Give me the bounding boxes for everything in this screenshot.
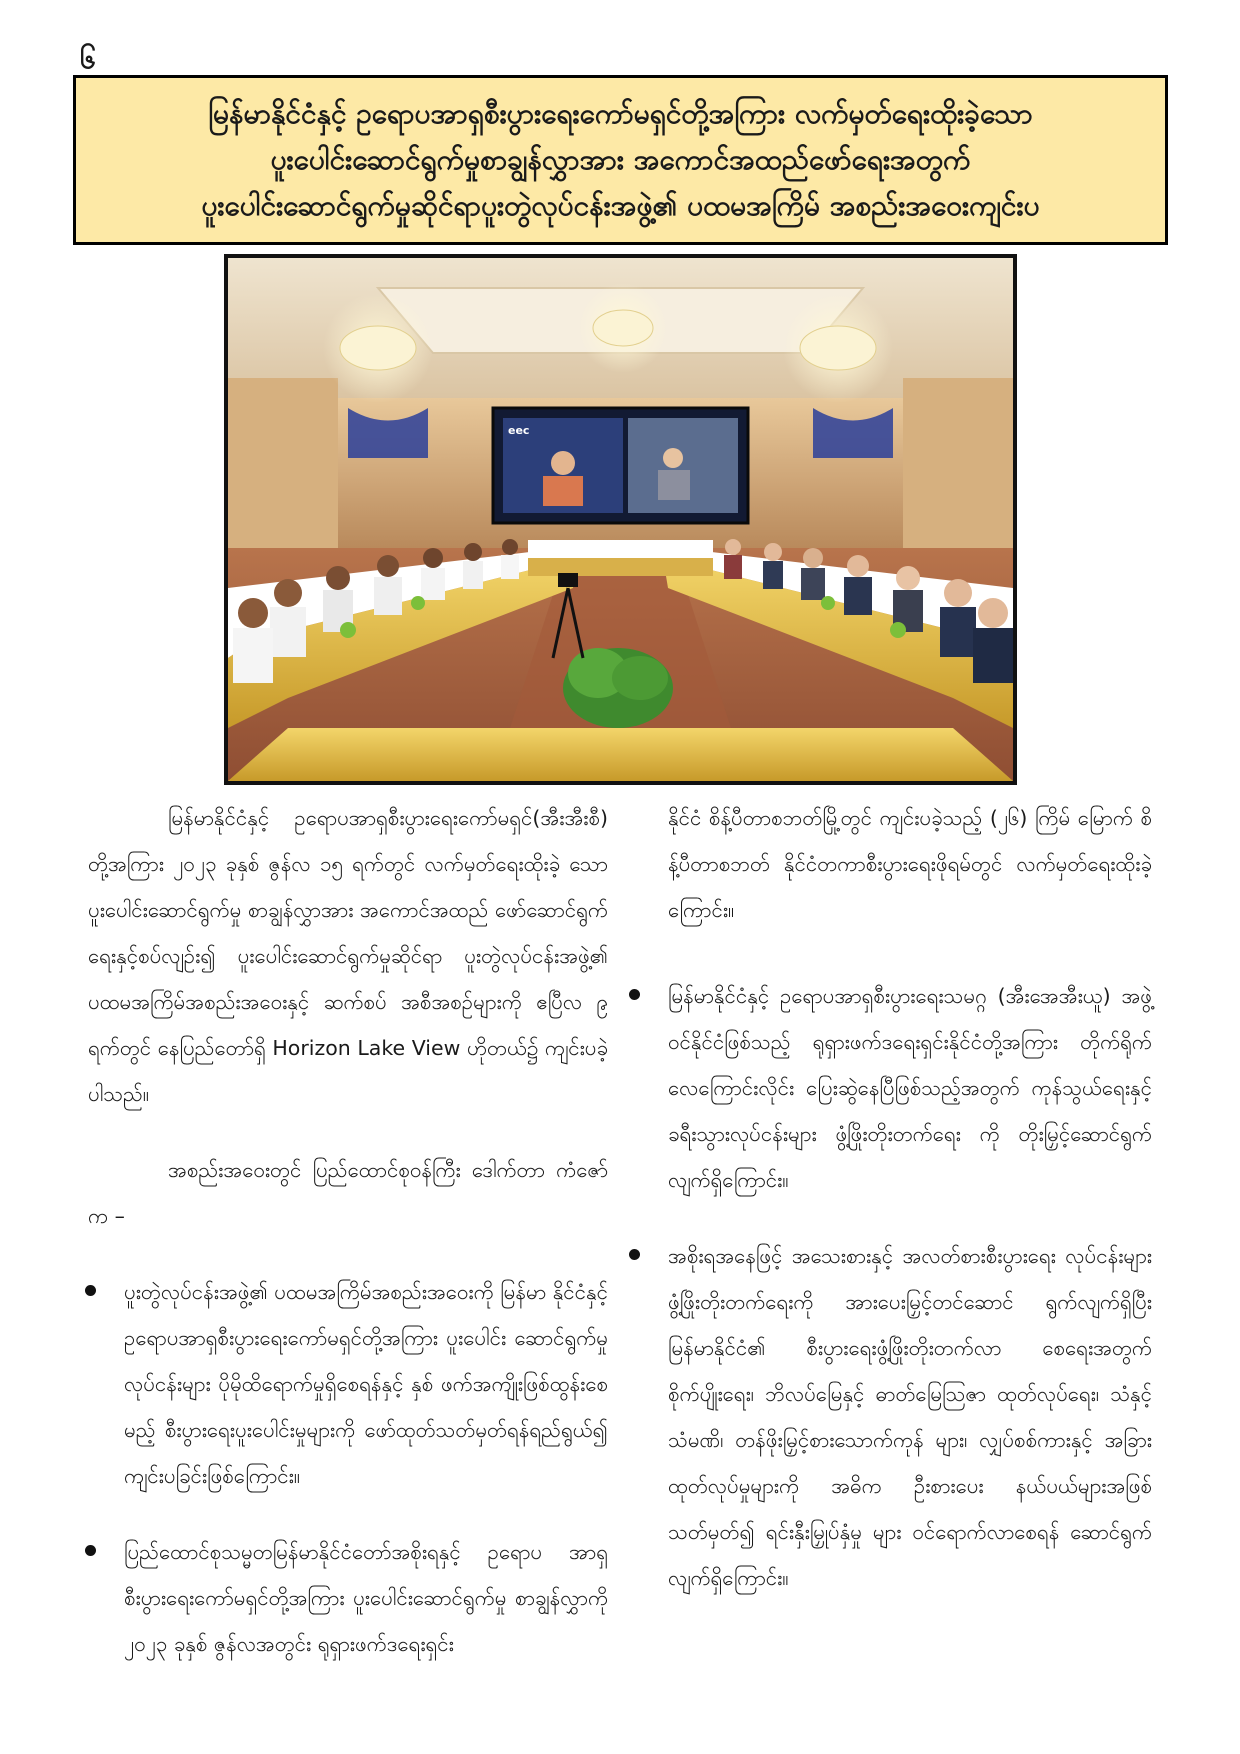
- meeting-photo-illustration: [228, 258, 1013, 781]
- bullet-text: ပူးတွဲလုပ်ငန်းအဖွဲ့၏ ပထမအကြိမ်အစည်းအဝေးကို မြန်မာ နိုင်ငံနှင့် ဥရောပအာရှစီးပွားရေးကော်မရှင်တို့အကြား ပူးပေါင်း ဆောင်ရွက်မှုလုပ်ငန်းများ ပိုမိုထိရောက်မှုရှိစေရန်နှင့် နှစ် ဖက်အကျိုးဖြစ်ထွန်းစေမည့် စီးပွားရေးပူးပေါင်းမှုများကို ဖော်ထုတ်သတ်မှတ်ရန်ရည်ရွယ်၍ ကျင်းပခြင်းဖြစ်ကြောင်း။: [124, 1280, 608, 1488]
- screen-brand: eec: [508, 424, 530, 437]
- bullet-icon: [85, 1545, 96, 1556]
- page-number: ၆: [80, 42, 96, 75]
- continued-paragraph: နိုင်ငံ စိန့်ပီတာစဘတ်မြို့တွင် ကျင်းပခဲ့သည့် (၂၆) ကြိမ် မြောက် စိန့်ပီတာစဘတ် နိုင်ငံတကာစီးပွားရေးဖိုရမ်တွင် လက်မှတ်ရေးထိုးခဲ့ကြောင်း။: [668, 806, 1152, 922]
- front-table: [228, 728, 1013, 781]
- right-column: [632, 795, 1152, 1631]
- chandelier-right: [783, 293, 893, 403]
- headline-line-3: ပူးပေါင်းဆောင်ရွက်မှုဆိုင်ရာပူးတွဲလုပ်ငန်းအဖွဲ့၏ ပထမအကြိမ် အစည်းအဝေးကျင်းပ: [201, 189, 1040, 222]
- center-plant: [563, 648, 673, 728]
- intro-paragraph: မြန်မာနိုင်ငံနှင့် ဥရောပအာရှစီးပွားရေးကော်မရှင်(အီးအီးစီ) တို့အကြား ၂၀၂၃ ခုနှစ် ဇွန်လ ၁၅ ရက်တွင် လက်မှတ်ရေးထိုးခဲ့ သော ပူးပေါင်းဆောင်ရွက်မှု စာချွန်လွှာအား အကောင်အထည် ဖော်ဆောင်ရွက်ရေးနှင့်စပ်လျဉ်း၍ ပူးပေါင်းဆောင်ရွက်မှုဆိုင်ရာ ပူးတွဲလုပ်ငန်းအဖွဲ့၏ ပထမအကြိမ်အစည်းအဝေးနှင့် ဆက်စပ် အစီအစဉ်များကို ဧပြီလ ၉ ရက်တွင် နေပြည်တော်ရှိ Horizon Lake View ဟိုတယ်၌ ကျင်းပခဲ့ပါသည်။: [88, 806, 608, 1106]
- speech-intro: အစည်းအဝေးတွင် ပြည်ထောင်စုဝန်ကြီး ဒေါက်တာ ကံဇော် က –: [88, 1158, 608, 1228]
- bullet-icon: [85, 1285, 96, 1296]
- headline-box: [73, 75, 1168, 245]
- headline-line-1: မြန်မာနိုင်ငံနှင့် ဥရောပအာရှစီးပွားရေးကော်မရှင်တို့အကြား လက်မှတ်ရေးထိုးခဲ့သော: [208, 97, 1033, 130]
- bullet-item: [632, 1233, 1152, 1601]
- bullet-item: [88, 1269, 608, 1499]
- video-screen: [493, 408, 748, 523]
- bullet-icon: [629, 1249, 640, 1260]
- chandelier-left: [323, 293, 433, 403]
- bullet-item: [88, 1529, 608, 1667]
- bullet-text: မြန်မာနိုင်ငံနှင့် ဥရောပအာရှစီးပွားရေးသမဂ္ဂ (အီးအေအီးယူ) အဖွဲ့ဝင်နိုင်ငံဖြစ်သည့် ရုရှားဖက်ဒရေးရှင်းနိုင်ငံတို့အကြား တိုက်ရိုက်လေကြောင်းလိုင်း ပြေးဆွဲနေပြီဖြစ်သည့်အတွက် ကုန်သွယ်ရေးနှင့် ခရီးသွားလုပ်ငန်းများ ဖွံ့ဖြိုးတိုးတက်ရေး ကို တိုးမြှင့်ဆောင်ရွက်လျက်ရှိကြောင်း။: [668, 984, 1152, 1192]
- bullet-item: [632, 973, 1152, 1203]
- chandelier-center: [578, 283, 668, 373]
- headline-line-2: ပူးပေါင်းဆောင်ရွက်မှုစာချွန်လွှာအား အကောင်အထည်ဖော်ရေးအတွက်: [270, 143, 971, 176]
- left-column: [88, 795, 608, 1697]
- bullet-text: အစိုးရအနေဖြင့် အသေးစားနှင့် အလတ်စားစီးပွားရေး လုပ်ငန်းများဖွံ့ဖြိုးတိုးတက်ရေးကို အားပေးမြှင့်တင်ဆောင် ရွက်လျက်ရှိပြီး မြန်မာနိုင်ငံ၏ စီးပွားရေးဖွံ့ဖြိုးတိုးတက်လာ စေရေးအတွက် စိုက်ပျိုးရေး၊ ဘိလပ်မြေနှင့် ဓာတ်မြေသြဇာ ထုတ်လုပ်ရေး၊ သံနှင့် သံမဏိ၊ တန်ဖိုးမြှင့်စားသောက်ကုန် များ၊ လျှပ်စစ်ကားနှင့် အခြားထုတ်လုပ်မှုများကို အဓိက ဦးစားပေး နယ်ပယ်များအဖြစ် သတ်မှတ်၍ ရင်းနှီးမြှုပ်နှံမှု များ ဝင်ရောက်လာစေရန် ဆောင်ရွက်လျက်ရှိကြောင်း။: [668, 1244, 1152, 1590]
- meeting-photo: [224, 254, 1017, 785]
- bullet-icon: [629, 989, 640, 1000]
- bullet-text: ပြည်ထောင်စုသမ္မတမြန်မာနိုင်ငံတော်အစိုးရနှင့် ဥရောပ အာရှစီးပွားရေးကော်မရှင်တို့အကြား ပူးပေါင်းဆောင်ရွက်မှု စာချွန်လွှာကို ၂၀၂၃ ခုနှစ် ဇွန်လအတွင်း ရုရှားဖက်ဒရေးရှင်း: [124, 1540, 608, 1656]
